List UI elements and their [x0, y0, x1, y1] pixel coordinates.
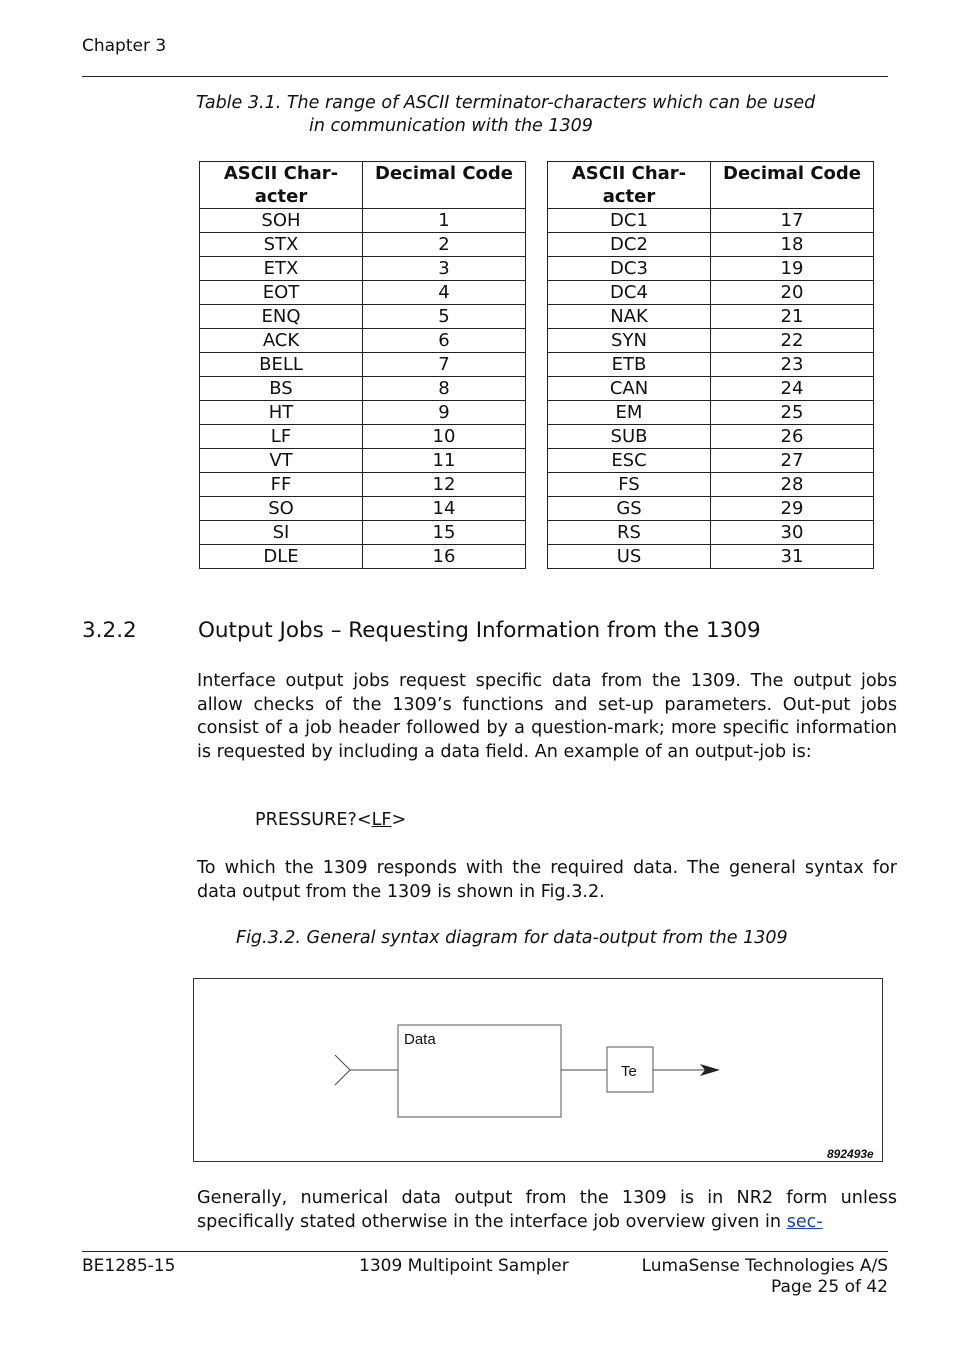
ascii-character-cell: ETB [548, 353, 711, 377]
table-row [548, 497, 874, 521]
ascii-character-cell: US [548, 545, 711, 569]
ascii-character-cell: DLE [200, 545, 363, 569]
terminator-box-label: Te [621, 1063, 637, 1080]
ascii-character-cell: VT [200, 449, 363, 473]
table-row [200, 449, 526, 473]
ascii-character-cell: BELL [200, 353, 363, 377]
example-prefix: PRESSURE?< [255, 810, 372, 830]
table-row [548, 353, 874, 377]
header-line: acter [602, 186, 656, 207]
ascii-character-cell: RS [548, 521, 711, 545]
section-heading [82, 618, 761, 643]
decimal-code-cell: 5 [363, 305, 526, 329]
ascii-character-cell: ACK [200, 329, 363, 353]
example-lf: LF [371, 810, 392, 830]
table-row [548, 257, 874, 281]
header-line: acter [254, 186, 308, 207]
decimal-code-cell: 28 [711, 473, 874, 497]
paragraph-nr2-text: Generally, numerical data output from the 1309 is in NR2 form unless specifically stated otherwise in the interface job overview given in [197, 1188, 897, 1232]
syntax-diagram [194, 979, 882, 1161]
table-row [548, 473, 874, 497]
decimal-code-cell: 9 [363, 401, 526, 425]
table-row [200, 281, 526, 305]
table-row [200, 545, 526, 569]
section-number: 3.2.2 [82, 618, 137, 643]
footer-product: 1309 Multipoint Sampler [359, 1256, 569, 1276]
table-row [548, 305, 874, 329]
ascii-table-right [547, 161, 874, 569]
table-row [200, 353, 526, 377]
table-row [548, 233, 874, 257]
table-row [200, 425, 526, 449]
figure-caption: Fig.3.2. General syntax diagram for data-output from the 1309 [236, 928, 788, 948]
ascii-character-cell: CAN [548, 377, 711, 401]
ascii-character-cell: EOT [200, 281, 363, 305]
syntax-diagram-frame [193, 978, 883, 1162]
ascii-character-cell: SOH [200, 209, 363, 233]
header-decimal-code: Decimal Code [363, 162, 526, 209]
decimal-code-cell: 7 [363, 353, 526, 377]
table-row [200, 377, 526, 401]
header-line: ASCII Char- [571, 163, 687, 184]
header-ascii-character [200, 162, 363, 209]
ascii-character-cell: DC3 [548, 257, 711, 281]
table-row [200, 233, 526, 257]
ascii-character-cell: DC2 [548, 233, 711, 257]
decimal-code-cell: 24 [711, 377, 874, 401]
section-link[interactable]: sec- [786, 1211, 823, 1232]
decimal-code-cell: 6 [363, 329, 526, 353]
ascii-character-cell: ESC [548, 449, 711, 473]
table-row [200, 401, 526, 425]
table-row [548, 425, 874, 449]
decimal-code-cell: 3 [363, 257, 526, 281]
table-row [200, 521, 526, 545]
table-row [548, 449, 874, 473]
decimal-code-cell: 30 [711, 521, 874, 545]
ascii-character-cell: SYN [548, 329, 711, 353]
example-suffix: > [391, 810, 407, 830]
table-row [200, 257, 526, 281]
ascii-character-cell: GS [548, 497, 711, 521]
table-row [200, 209, 526, 233]
entry-chevron-icon [335, 1055, 350, 1085]
decimal-code-cell: 26 [711, 425, 874, 449]
ascii-character-cell: NAK [548, 305, 711, 329]
decimal-code-cell: 25 [711, 401, 874, 425]
ascii-table-left [199, 161, 526, 569]
decimal-code-cell: 23 [711, 353, 874, 377]
ascii-character-cell: DC1 [548, 209, 711, 233]
decimal-code-cell: 10 [363, 425, 526, 449]
decimal-code-cell: 31 [711, 545, 874, 569]
table-caption-line1: Table 3.1. The range of ASCII terminator-characters which can be used [196, 93, 816, 113]
figure-id: 892493e [827, 1147, 874, 1161]
decimal-code-cell: 22 [711, 329, 874, 353]
table-row [200, 497, 526, 521]
table-row [548, 281, 874, 305]
ascii-character-cell: SI [200, 521, 363, 545]
table-row [200, 473, 526, 497]
table-row [548, 377, 874, 401]
ascii-character-cell: FS [548, 473, 711, 497]
paragraph-nr2 [197, 1187, 897, 1234]
decimal-code-cell: 21 [711, 305, 874, 329]
table-row [200, 305, 526, 329]
header-decimal-code: Decimal Code [711, 162, 874, 209]
decimal-code-cell: 29 [711, 497, 874, 521]
table-caption-line2: in communication with the 1309 [309, 116, 593, 136]
decimal-code-cell: 15 [363, 521, 526, 545]
decimal-code-cell: 11 [363, 449, 526, 473]
example-output-job [255, 810, 406, 830]
paragraph-response: To which the 1309 responds with the required data. The general syntax for data output from the 1309 is shown in Fig.3.2. [197, 858, 897, 902]
table-row [548, 521, 874, 545]
ascii-character-cell: ENQ [200, 305, 363, 329]
decimal-code-cell: 2 [363, 233, 526, 257]
decimal-code-cell: 14 [363, 497, 526, 521]
table-row [548, 401, 874, 425]
header-line: ASCII Char- [223, 163, 339, 184]
decimal-code-cell: 19 [711, 257, 874, 281]
data-box-label: Data [404, 1031, 436, 1048]
footer-page: Page 25 of 42 [770, 1277, 888, 1297]
decimal-code-cell: 1 [363, 209, 526, 233]
ascii-character-cell: BS [200, 377, 363, 401]
table-row [200, 329, 526, 353]
decimal-code-cell: 8 [363, 377, 526, 401]
ascii-character-cell: STX [200, 233, 363, 257]
decimal-code-cell: 16 [363, 545, 526, 569]
header-ascii-character [548, 162, 711, 209]
decimal-code-cell: 18 [711, 233, 874, 257]
chapter-header: Chapter 3 [82, 36, 167, 56]
table-row [548, 329, 874, 353]
decimal-code-cell: 12 [363, 473, 526, 497]
ascii-character-cell: LF [200, 425, 363, 449]
decimal-code-cell: 4 [363, 281, 526, 305]
section-title: Output Jobs – Requesting Information from the 1309 [198, 618, 761, 643]
footer-doc-id: BE1285-15 [82, 1256, 176, 1276]
decimal-code-cell: 17 [711, 209, 874, 233]
decimal-code-cell: 27 [711, 449, 874, 473]
ascii-character-cell: FF [200, 473, 363, 497]
decimal-code-cell: 20 [711, 281, 874, 305]
ascii-character-cell: HT [200, 401, 363, 425]
ascii-character-cell: ETX [200, 257, 363, 281]
table-row [548, 545, 874, 569]
ascii-character-cell: EM [548, 401, 711, 425]
paragraph-output-jobs: Interface output jobs request specific data from the 1309. The output jobs allow checks of the 1309’s functions and set-up parameters. Out-put jobs consist of a job header followed by a question-mark; more specific information is requested by including a data field. An example of an output-job is: [197, 671, 897, 762]
ascii-character-cell: SUB [548, 425, 711, 449]
footer-rule [82, 1251, 888, 1252]
ascii-character-cell: DC4 [548, 281, 711, 305]
ascii-character-cell: SO [200, 497, 363, 521]
table-row [548, 209, 874, 233]
footer-company: LumaSense Technologies A/S [641, 1256, 888, 1276]
header-rule [82, 76, 888, 77]
